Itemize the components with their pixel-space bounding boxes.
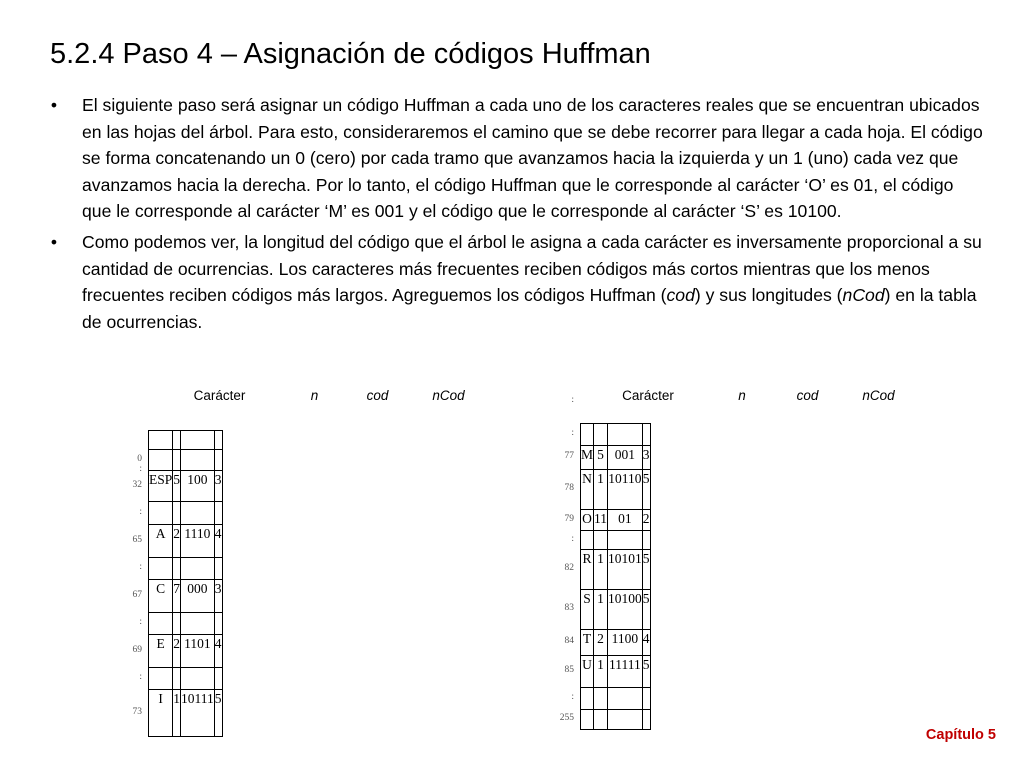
column-header: nCod [862,388,895,403]
cell-n: 7 [173,580,181,613]
cell-cod: 01 [608,510,643,531]
cell-cod [608,688,643,710]
table-row [581,656,651,688]
cell-n: 1 [173,690,181,737]
row-index: 84 [564,636,574,646]
table-row [581,710,651,730]
bullet-text: ) en la tabla de ocurrencias. [82,285,977,332]
table-row [581,424,651,446]
table-row [581,531,651,550]
row-index: 65 [132,534,142,545]
cell-cod [608,710,643,730]
cell-ncod [642,688,650,710]
row-index: : [139,506,142,517]
cell-cod: 1101 [181,635,215,668]
row-index: 73 [132,706,142,717]
bullet-item [44,229,984,335]
row-index: : [571,692,574,702]
cell-n: 11 [594,510,608,531]
cell-cod [608,531,643,550]
cell-n: 5 [594,446,608,470]
cell-n: 2 [173,525,181,558]
cell-char [149,558,173,580]
cell-n: 1 [594,550,608,590]
cell-char [149,668,173,690]
cell-ncod: 4 [214,525,222,558]
cell-char: E [149,635,173,668]
column-header: n [738,388,746,403]
cell-cod: 10111 [181,690,215,737]
row-index: : [571,428,574,438]
cell-cod: 10100 [608,590,643,630]
cell-char [149,431,173,450]
cell-cod: 1100 [608,630,643,656]
cell-char: N [581,470,594,510]
table-row [149,558,223,580]
cell-char [581,531,594,550]
cell-cod [181,431,215,450]
cell-ncod: 3 [214,580,222,613]
row-index: : [139,672,142,682]
table-row [149,613,223,635]
cell-n [594,531,608,550]
table-row [149,690,223,737]
cell-char [149,502,173,525]
table-row [581,446,651,470]
table-row [581,590,651,630]
cell-n: 1 [594,470,608,510]
cell-char [149,450,173,471]
table-row [581,688,651,710]
cell-n [173,450,181,471]
column-header: nCod [432,388,465,403]
row-index: 85 [564,665,574,675]
cell-n [594,710,608,730]
occurrence-grid [148,430,223,737]
cell-ncod: 2 [642,510,650,531]
cell-n [173,613,181,635]
cell-char [581,688,594,710]
cell-cod: 001 [608,446,643,470]
cell-cod: 10101 [608,550,643,590]
cell-cod [181,450,215,471]
row-index: 78 [564,483,574,493]
table-row [581,470,651,510]
row-index: : [139,562,142,572]
cell-cod: 100 [181,471,215,502]
cell-char [581,710,594,730]
cell-ncod: 3 [642,446,650,470]
row-index: : [139,617,142,627]
cell-ncod [642,710,650,730]
cell-n [173,431,181,450]
table-row [149,525,223,558]
cell-ncod: 5 [642,656,650,688]
table-row [149,668,223,690]
bullet-emphasis: nCod [842,285,885,306]
cell-n: 1 [594,656,608,688]
cell-ncod [214,450,222,471]
cell-ncod [214,558,222,580]
row-index: : [571,533,574,544]
table-row [149,450,223,471]
table-row [149,502,223,525]
bullet-dot: • [50,231,58,252]
bullet-text: Como podemos ver, la longitud del código que el árbol le asigna a cada carácter es inversamente proporcional a su cantidad de ocurrencias. Los caracteres más frecuentes reciben códigos más cortos mientras que los menos frecuentes reciben códigos más largos. Agreguemos los códigos Huffman ( [82,231,982,306]
cell-ncod [214,502,222,525]
cell-char: I [149,690,173,737]
slide-title: 5.2.4 Paso 4 – Asignación de códigos Huffman [50,38,651,70]
occurrence-grid [580,423,651,730]
cell-ncod: 5 [642,590,650,630]
row-index: : [571,395,574,405]
cell-ncod: 4 [214,635,222,668]
cell-char: C [149,580,173,613]
bullet-dot: • [50,95,58,115]
table-row [581,510,651,531]
bullet-list [44,92,984,339]
cell-ncod: 5 [642,550,650,590]
cell-n [594,424,608,446]
row-index: : [139,464,142,474]
cell-n: 1 [594,590,608,630]
row-index: 0 [137,453,142,464]
bullet-text: ) y sus longitudes ( [694,285,843,306]
cell-ncod [642,424,650,446]
column-header: Carácter [193,388,246,403]
row-index: 77 [564,451,574,461]
cell-cod: 1110 [181,525,215,558]
column-header: cod [366,388,389,403]
column-header: cod [796,388,819,403]
cell-ncod: 3 [214,471,222,502]
cell-n: 5 [173,471,181,502]
cell-char [149,613,173,635]
cell-cod [181,613,215,635]
bullet-text: El siguiente paso será asignar un código Huffman a cada uno de los caracteres reales que se encuentran ubicados en las hojas del árbol. Para esto, consideraremos el camino que se debe recorrer para llegar a cada hoja. El código se forma concatenando un 0 (cero) por cada tramo que avanzamos hacia la izquierda y un 1 (uno) cada vez que avanzamos hacia la derecha. Por lo tanto, el código Huffman que le corresponde al carácter ‘O’ es 01, el código que le corresponde al carácter ‘M’ es 001 y el código que le corresponde al carácter ‘S’ es 10100. [82,95,983,222]
cell-n [173,668,181,690]
row-index: 69 [132,644,142,655]
cell-char: U [581,656,594,688]
row-index: 255 [559,713,574,723]
cell-n [594,688,608,710]
bullet-item [44,92,984,225]
row-index: 32 [132,479,142,490]
cell-cod: 10110 [608,470,643,510]
cell-char: M [581,446,594,470]
table-row [149,580,223,613]
cell-n [173,558,181,580]
table-row [149,431,223,450]
cell-char: ESP [149,471,173,502]
bullet-emphasis: cod [666,285,695,306]
cell-ncod [214,613,222,635]
row-index: 82 [564,563,574,573]
cell-char: A [149,525,173,558]
cell-ncod: 5 [642,470,650,510]
cell-cod [608,424,643,446]
cell-ncod: 4 [642,630,650,656]
cell-ncod [214,668,222,690]
row-index: 67 [132,589,142,600]
cell-char [581,424,594,446]
table-row [149,471,223,502]
cell-cod: 000 [181,580,215,613]
cell-n: 2 [173,635,181,668]
cell-char: O [581,510,594,531]
cell-cod [181,502,215,525]
column-header: Carácter [622,388,674,403]
cell-char: S [581,590,594,630]
table-row [149,635,223,668]
cell-cod: 11111 [608,656,643,688]
cell-char: R [581,550,594,590]
cell-cod [181,558,215,580]
cell-n [173,502,181,525]
cell-n: 2 [594,630,608,656]
chapter-label: Capítulo 5 [925,727,996,743]
row-index: 79 [564,513,574,524]
table-row [581,630,651,656]
cell-char: T [581,630,594,656]
cell-cod [181,668,215,690]
table-row [581,550,651,590]
cell-ncod [214,431,222,450]
cell-ncod: 5 [214,690,222,737]
column-header: n [310,388,319,403]
cell-ncod [642,531,650,550]
row-index: 83 [564,603,574,613]
